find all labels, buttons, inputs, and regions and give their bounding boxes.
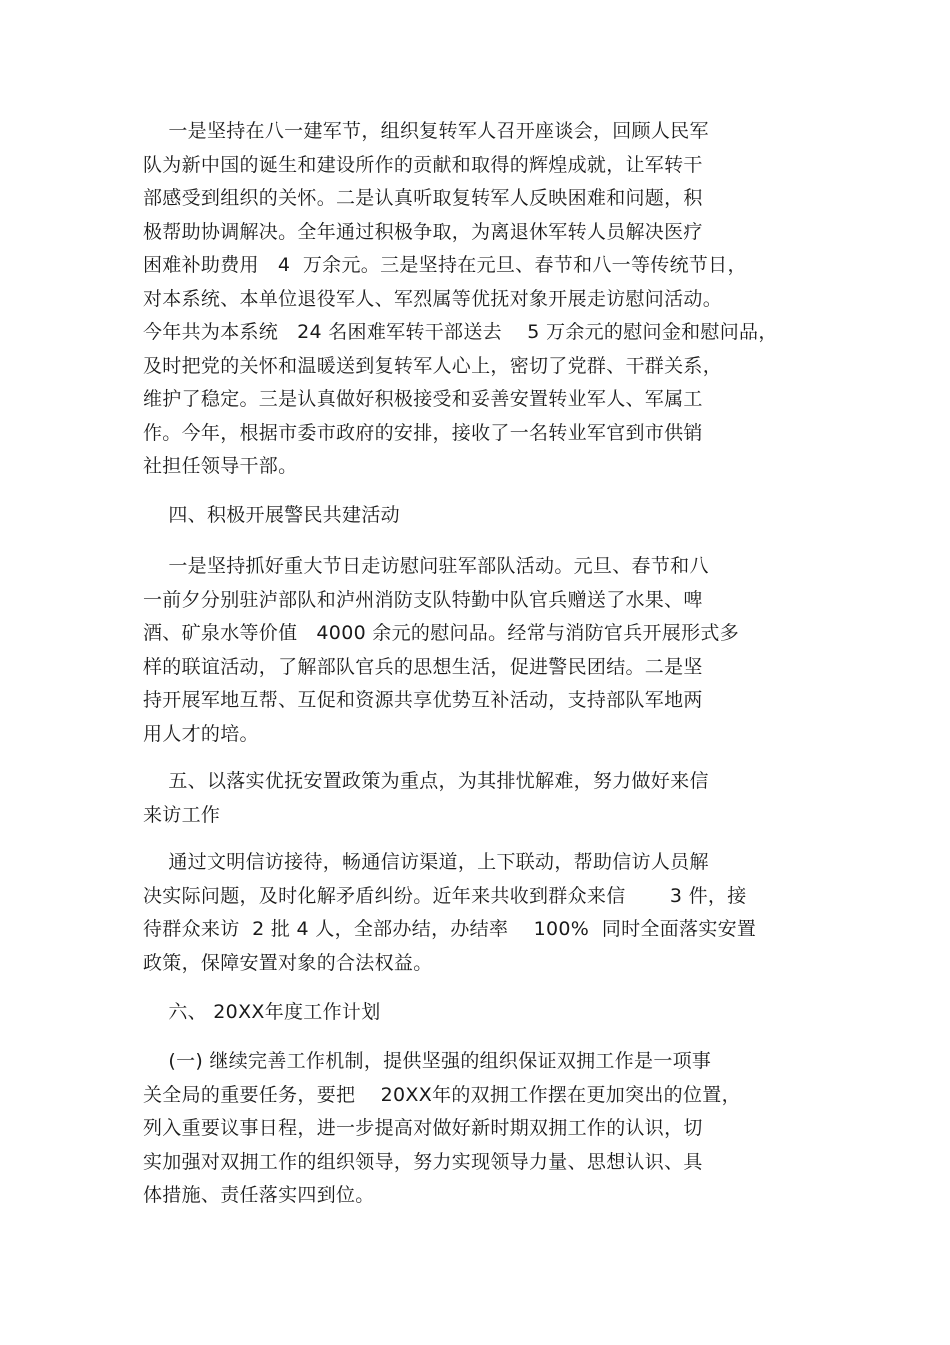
heading-line: 来访工作 — [143, 803, 221, 826]
paragraph-work-plan — [143, 1045, 823, 1213]
paragraph-police-civilian — [143, 550, 823, 751]
text-line: 酒、矿泉水等价值 4000 余元的慰问品。经常与消防官兵开展形式多 — [143, 622, 740, 644]
text-line: 待群众来访 2 批 4 人，全部办结，办结率 100% 同时全面落实安置 — [143, 918, 757, 940]
text-line: 用人才的培。 — [143, 722, 259, 745]
heading-line: 四、积极开展警民共建活动 — [143, 504, 400, 526]
text-line: 一是坚持抓好重大节日走访慰问驻军部队活动。元旦、春节和八 — [143, 555, 709, 577]
text-line: (一) 继续完善工作机制，提供坚强的组织保证双拥工作是一项事 — [143, 1050, 712, 1072]
section-heading-5 — [143, 765, 823, 832]
text-line: 作。今年，根据市委市政府的安排，接收了一名转业军官到市供销 — [143, 421, 703, 444]
text-line: 关全局的重要任务，要把 20XX年的双拥工作摆在更加突出的位置， — [143, 1083, 741, 1106]
text-line: 队为新中国的诞生和建设所作的贡献和取得的辉煌成就，让军转干 — [143, 153, 703, 176]
text-line: 社担任领导干部。 — [143, 455, 298, 477]
text-line: 及时把党的关怀和温暖送到复转军人心上，密切了党群、干群关系， — [143, 354, 723, 377]
text-line: 通过文明信访接待，畅通信访渠道，上下联动，帮助信访人员解 — [143, 851, 709, 873]
heading-line: 五、以落实优抚安置政策为重点，为其排忧解难，努力做好来信 — [143, 770, 709, 792]
text-line: 极帮助协调解决。全年通过积极争取，为离退休军转人员解决医疗 — [143, 220, 703, 243]
section-heading-6 — [143, 996, 823, 1030]
paragraph-veteran-care — [143, 115, 823, 484]
text-line: 列入重要议事日程，进一步提高对做好新时期双拥工作的认识，切 — [143, 1117, 703, 1139]
section-heading-4 — [143, 499, 823, 533]
text-line: 今年共为本系统 24 名困难军转干部送去 5 万余元的慰问金和慰问品， — [143, 321, 778, 343]
paragraph-petitions — [143, 846, 823, 980]
text-line: 政策，保障安置对象的合法权益。 — [143, 951, 433, 974]
text-line: 持开展军地互帮、互促和资源共享优势互补活动，支持部队军地两 — [143, 689, 703, 711]
text-line: 维护了稳定。三是认真做好积极接受和妥善安置转业军人、军属工 — [143, 388, 703, 410]
text-line: 决实际问题，及时化解矛盾纠纷。近年来共收到群众来信 3 件，接 — [143, 884, 747, 907]
text-line: 一是坚持在八一建军节，组织复转军人召开座谈会，回顾人民军 — [143, 120, 709, 142]
heading-line: 六、 20XX年度工作计划 — [143, 1001, 381, 1023]
text-line: 样的联谊活动，了解部队官兵的思想生活，促进警民团结。二是坚 — [143, 655, 703, 678]
text-line: 一前夕分别驻泸部队和泸州消防支队特勤中队官兵赠送了水果、啤 — [143, 588, 703, 611]
text-line: 体措施、责任落实四到位。 — [143, 1184, 375, 1206]
text-line: 部感受到组织的关怀。二是认真听取复转军人反映困难和问题，积 — [143, 187, 703, 209]
text-line: 对本系统、本单位退役军人、军烈属等优抚对象开展走访慰问活动。 — [143, 287, 723, 310]
text-line: 困难补助费用 4 万余元。三是坚持在元旦、春节和八一等传统节日， — [143, 254, 747, 276]
text-line: 实加强对双拥工作的组织领导，努力实现领导力量、思想认识、具 — [143, 1150, 703, 1173]
